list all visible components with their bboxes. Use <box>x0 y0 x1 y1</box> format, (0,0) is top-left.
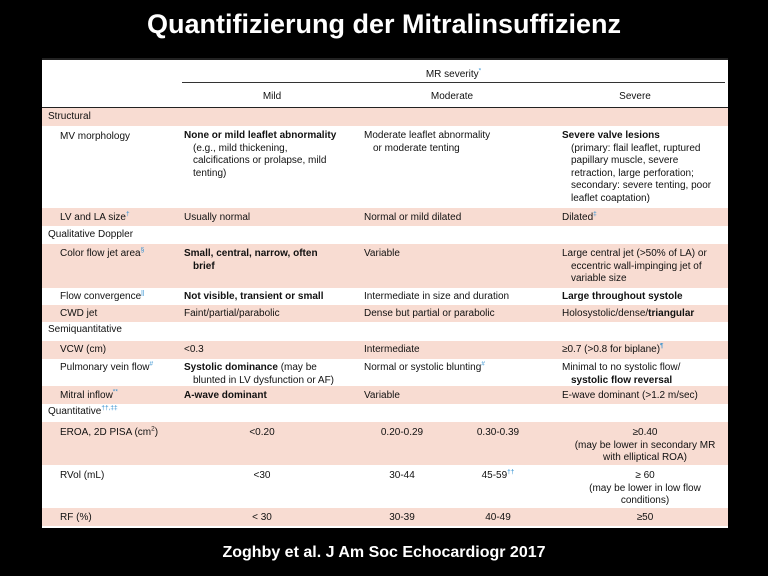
rvol-moderate-low: 30-44 <box>389 470 415 481</box>
pvf-mild: Systolic dominance (may be blunted in LV dysfunction or AF) <box>184 362 335 386</box>
fc-moderate: Intermediate in size and duration <box>364 291 510 302</box>
pvf-severe: Minimal to no systolic flow/ systolic flow reversal <box>562 362 681 386</box>
row-label-rf: RF (%) <box>60 512 92 523</box>
slide-title: Quantifizierung der Mitralinsuffizienz <box>146 9 622 39</box>
cwd-moderate: Dense but partial or parabolic <box>364 308 495 319</box>
mv-moderate: Moderate leaflet abnormality or moderate tenting <box>364 130 491 154</box>
fc-mild: Not visible, transient or small <box>184 291 324 302</box>
row-label-pulmonary-vein-flow: Pulmonary vein flow# <box>60 360 154 373</box>
citation-footer: Zoghby et al. J Am Soc Echocardiogr 2017 <box>222 544 546 561</box>
section-quantitative: Quantitative††,‡‡ <box>48 404 118 417</box>
mv-severe: Severe valve lesions (primary: flail leaflet, ruptured papillary muscle, severe retraction, large perforation; secondary: severe tenting, poor leaflet coaptation) <box>562 130 712 204</box>
section-semiquantitative: Semiquantitative <box>48 324 122 335</box>
rvol-moderate-high: 45-59†† <box>481 468 515 481</box>
column-header-moderate: Moderate <box>430 91 474 102</box>
row-label-rvol: RVol (mL) <box>60 470 105 481</box>
mr-severity-table <box>42 58 728 528</box>
vcw-severe: ≥0.7 (>0.8 for biplane)¶ <box>562 342 664 355</box>
pvf-moderate: Normal or systolic blunting# <box>364 360 485 373</box>
eroa-severe: ≥0.40 (may be lower in secondary MR with elliptical ROA) <box>574 427 716 463</box>
cwd-mild: Faint/partial/parabolic <box>184 308 280 319</box>
lv-moderate: Normal or mild dilated <box>364 212 462 223</box>
eroa-mild: <0.20 <box>249 427 275 438</box>
column-header-mild: Mild <box>262 91 282 102</box>
rf-moderate-low: 30-39 <box>389 512 415 523</box>
row-label-cwd-jet: CWD jet <box>60 308 98 319</box>
row-label-eroa: EROA, 2D PISA $(cm^2)$ <box>60 425 159 438</box>
mr-severity-header: MR severity* <box>425 67 482 80</box>
header-bottom-rule <box>42 107 728 108</box>
eroa-moderate-high: 0.30-0.39 <box>476 427 520 438</box>
rf-severe: ≥50 <box>636 512 654 523</box>
row-label-lv-la-size: LV and LA size† <box>60 210 130 223</box>
lv-severe: Dilated‡ <box>562 210 597 223</box>
mi-severe: E-wave dominant (>1.2 m/sec) <box>562 390 698 401</box>
lv-mild: Usually normal <box>184 212 251 223</box>
rvol-mild: <30 <box>253 470 271 481</box>
eroa-moderate-low: 0.20-0.29 <box>380 427 424 438</box>
section-structural: Structural <box>48 111 91 122</box>
table-top-rule <box>42 58 728 60</box>
cfja-mild: Small, central, narrow, often brief <box>184 248 318 272</box>
section-qualitative-doppler: Qualitative Doppler <box>48 229 134 240</box>
rvol-severe: ≥ 60 (may be lower in low flow conditions) <box>589 470 701 506</box>
fc-severe: Large throughout systole <box>562 291 683 302</box>
row-label-flow-convergence: Flow convergence|| <box>60 289 145 302</box>
rf-moderate-high: 40-49 <box>485 512 511 523</box>
vcw-mild: <0.3 <box>184 344 204 355</box>
mv-mild: None or mild leaflet abnormality (e.g., mild thickening, calcifications or prolapse, mild tenting) <box>184 130 337 179</box>
row-shade-structural <box>42 109 728 126</box>
cwd-severe: Holosystolic/dense/triangular <box>562 308 695 319</box>
column-header-severe: Severe <box>619 91 651 102</box>
row-label-mv-morphology: MV morphology <box>60 131 131 142</box>
rf-mild: < 30 <box>252 512 272 523</box>
row-label-mitral-inflow: Mitral inflow** <box>60 388 118 401</box>
row-label-color-flow-jet-area: Color flow jet area§ <box>60 246 145 259</box>
mi-mild: A-wave dominant <box>184 390 267 401</box>
row-label-vcw: VCW (cm) <box>60 344 107 355</box>
severity-header-rule <box>182 82 725 83</box>
mi-moderate: Variable <box>364 390 400 401</box>
vcw-moderate: Intermediate <box>364 344 420 355</box>
cfja-severe: Large central jet (>50% of LA) or eccentric wall-impinging jet of variable size <box>562 248 707 284</box>
cfja-moderate: Variable <box>364 248 400 259</box>
